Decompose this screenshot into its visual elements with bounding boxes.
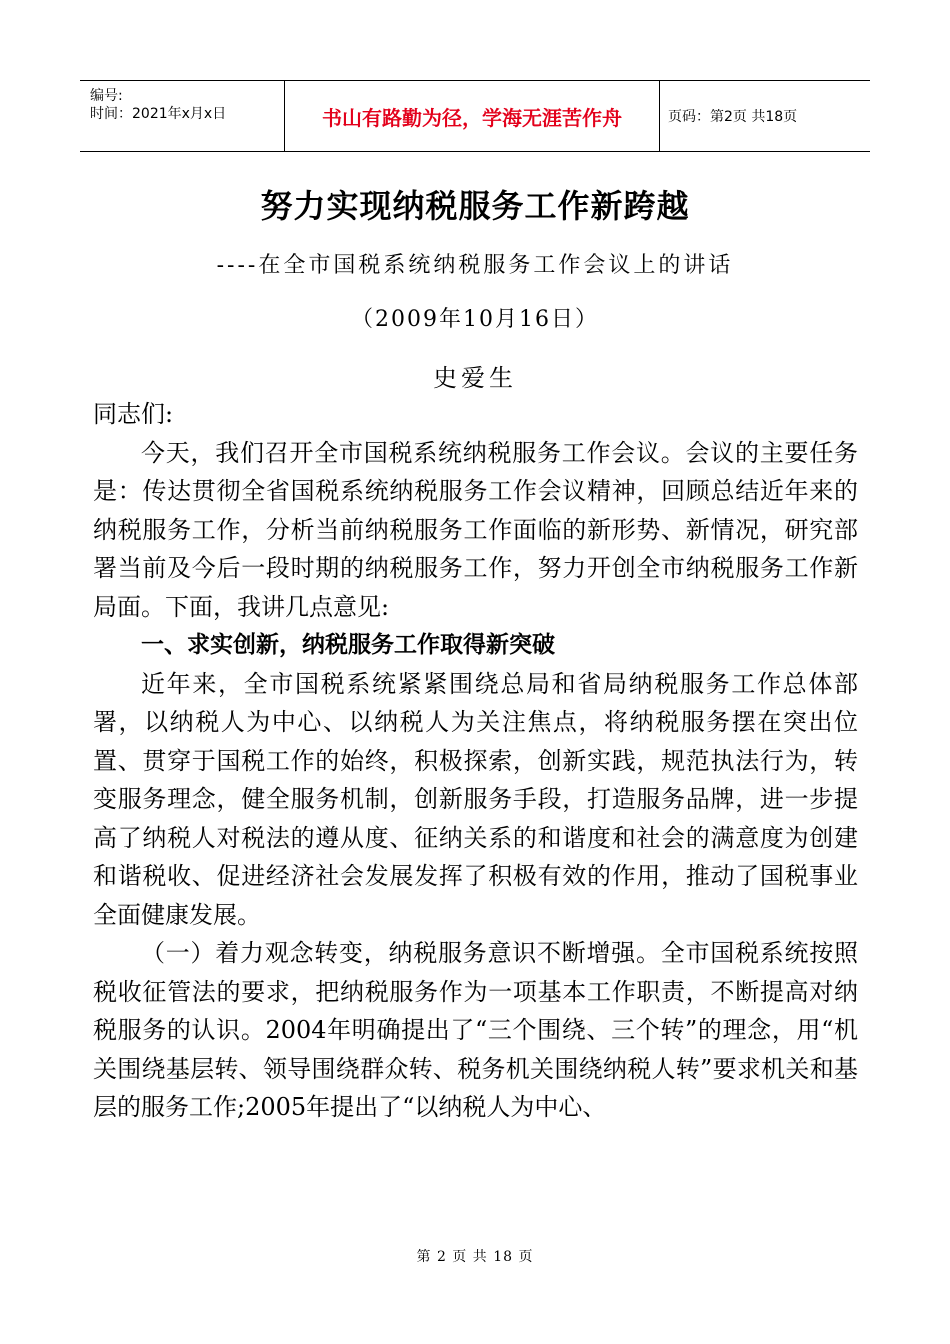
document-date: （2009年10月16日）	[351, 307, 599, 332]
paragraph-overview: 近年来，全市国税系统紧紧围绕总局和省局纳税服务工作总体部署，以纳税人为中心、以纳税人为关注焦点，将纳税服务摆在突出位置、贯穿于国税工作的始终，积极探索，创新实践，规范执法行为，转变服务理念，健全服务机制，创新服务手段，打造服务品牌，进一步提高了纳税人对税法的遵从度、征纳关系的和谐度和社会的满意度为创建和谐税收、促进经济社会发展发挥了积极有效的作用，推动了国税事业全面健康发展。	[93, 669, 858, 929]
header-page-label: 页码：第2页 共18页	[668, 109, 798, 125]
document-title: 努力实现纳税服务工作新跨越	[260, 187, 690, 225]
paragraph-subsection-1: （一）着力观念转变，纳税服务意识不断增强。全市国税系统按照税收征管法的要求，把纳税服务作为一项基本工作职责，不断提高对纳税服务的认识。2004年明确提出了“三个围绕、三个转”的理念，用“机关围绕基层转、领导围绕群众转、税务机关围绕纳税人转”要求机关和基层的服务工作;2005年提出了“以纳税人为中心、	[93, 939, 858, 1121]
document-body	[93, 395, 858, 1127]
header-meta	[80, 81, 285, 151]
document-author: 史爱生	[433, 364, 517, 392]
doc-time-label: 时间：2021年x月x日	[90, 106, 227, 122]
section-heading: 一、求实创新，纳税服务工作取得新突破	[141, 632, 555, 658]
salutation: 同志们:	[93, 400, 174, 428]
document-subtitle: ----在全市国税系统纳税服务工作会议上的讲话	[216, 253, 734, 278]
page-header	[80, 80, 870, 152]
paragraph-intro: 今天，我们召开全市国税系统纳税服务工作会议。会议的主要任务是：传达贯彻全省国税系统纳税服务工作会议精神，回顾总结近年来的纳税服务工作，分析当前纳税服务工作面临的新形势、新情况，研究部署当前及今后一段时期的纳税服务工作，努力开创全市纳税服务工作新局面。下面，我讲几点意见:	[93, 438, 858, 621]
header-motto: 书山有路勤为径，学海无涯苦作舟	[285, 81, 660, 151]
page-footer: 第 2 页 共 18 页	[416, 1249, 534, 1265]
doc-number-label: 编号:	[90, 88, 123, 104]
